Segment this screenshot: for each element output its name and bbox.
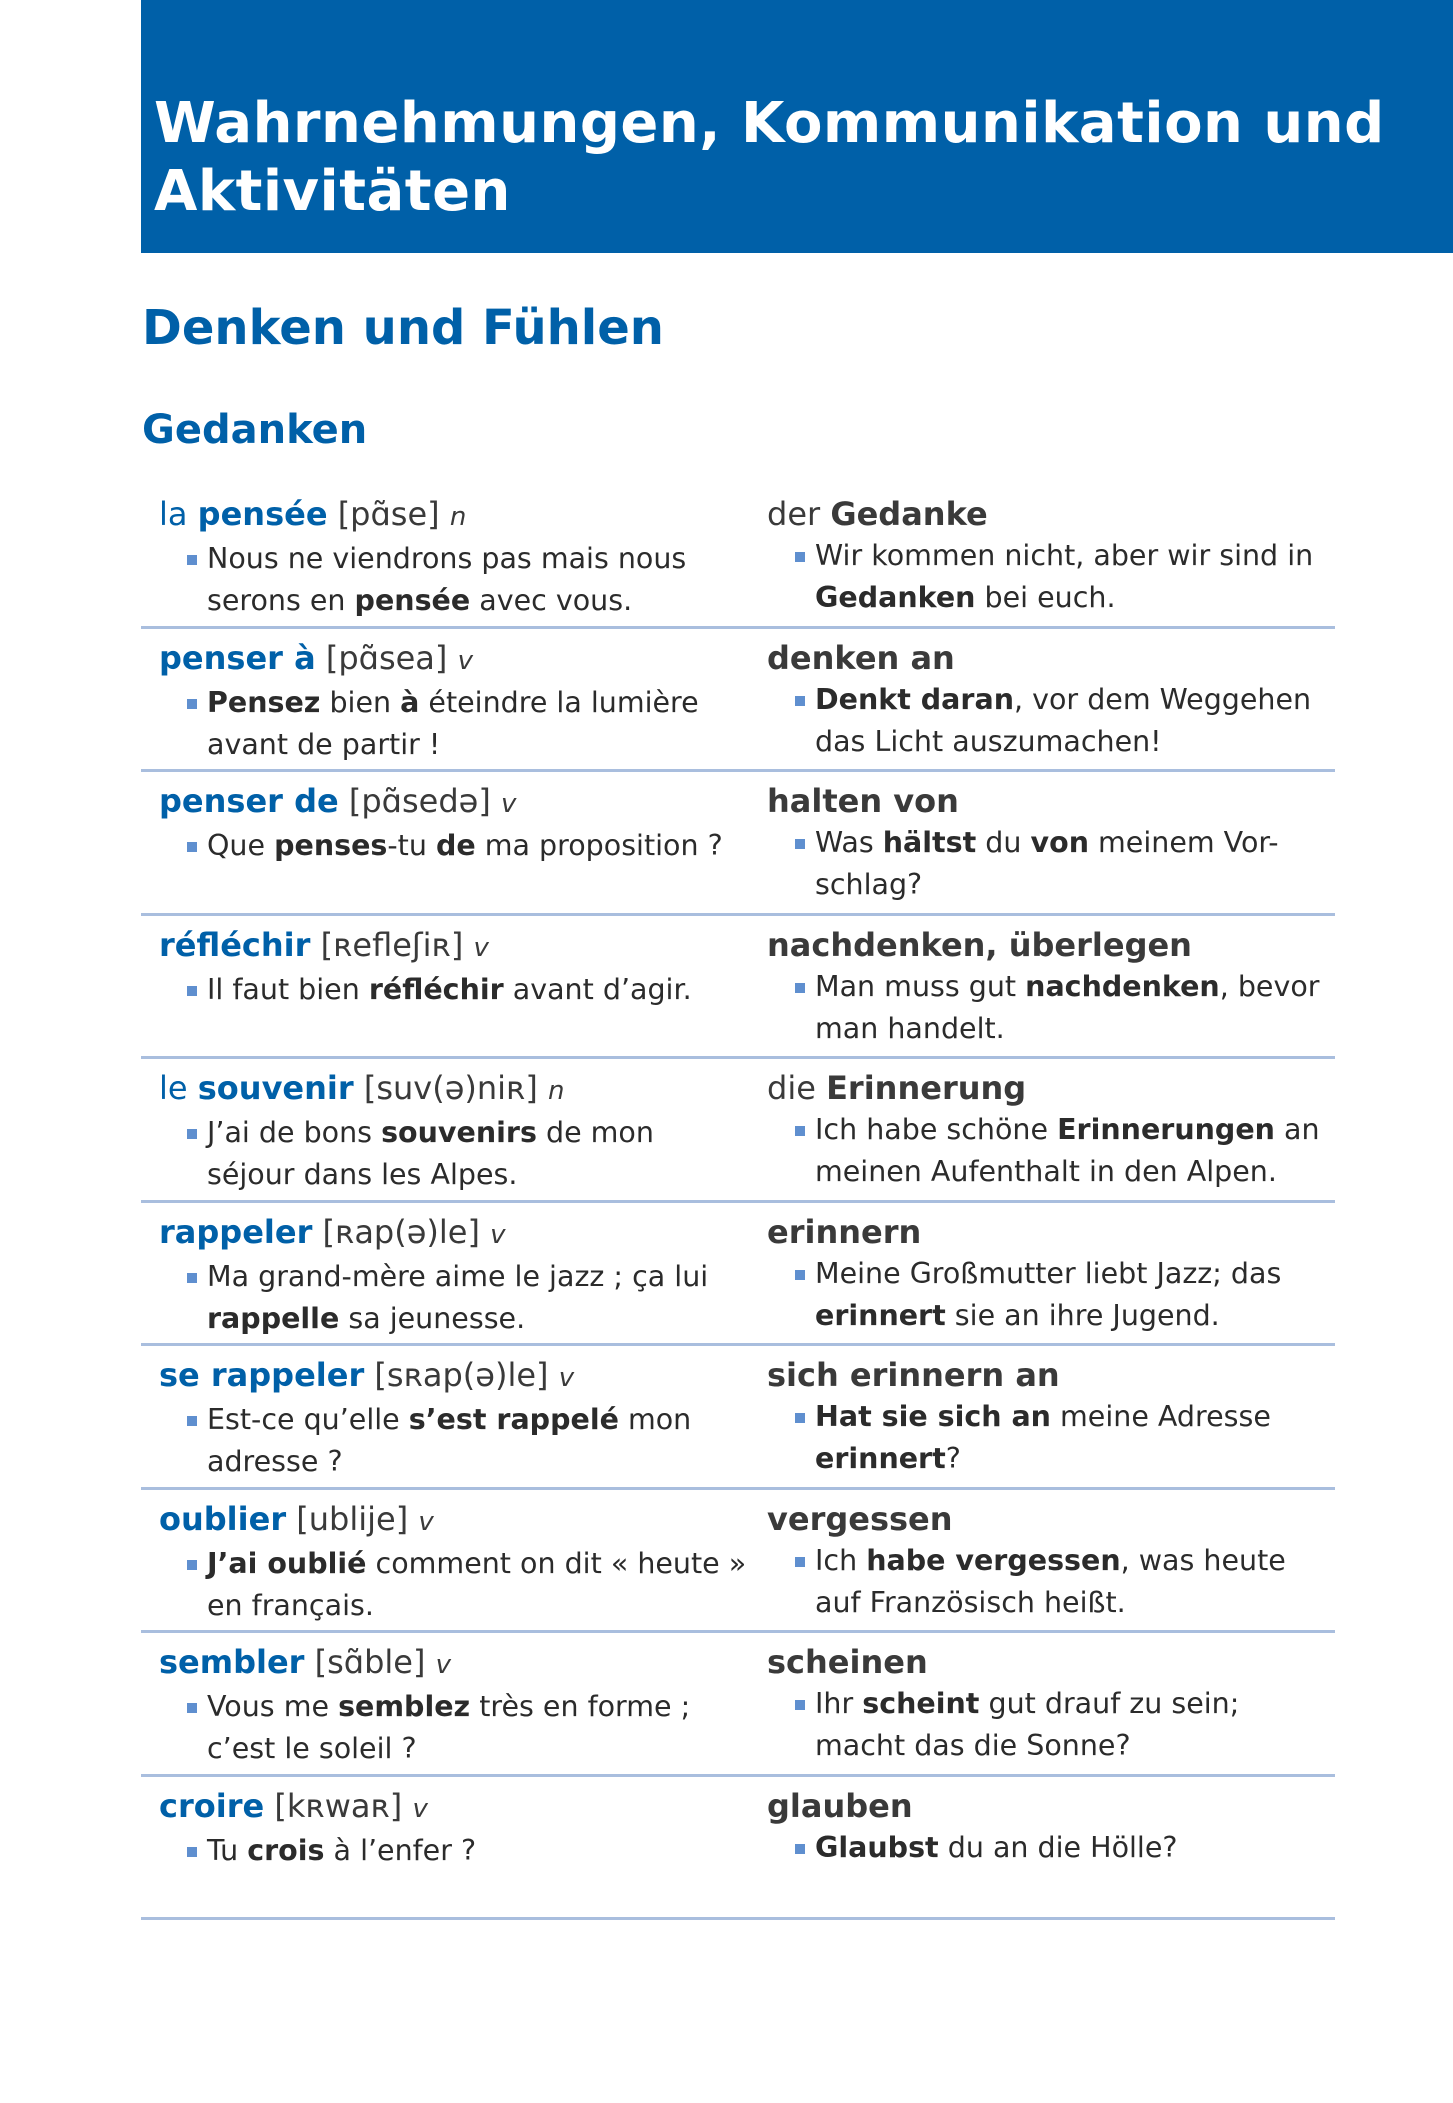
german-headword: vergessen (767, 1499, 953, 1538)
german-column (767, 1785, 1337, 1869)
french-column (159, 1641, 749, 1770)
french-example (159, 825, 749, 867)
phonetic-transcription: [sʀap(ə)le] (374, 1356, 549, 1394)
french-example (159, 1543, 749, 1627)
part-of-speech: v (490, 1219, 506, 1250)
vocab-entry-row (141, 1059, 1335, 1203)
german-headword: erinnern (767, 1212, 922, 1251)
highlighted-term: semblez (338, 1690, 471, 1723)
example-segment: -tu (387, 829, 436, 862)
bullet-square-icon (187, 842, 197, 852)
highlighted-term: erinnert (815, 1442, 946, 1475)
german-example (767, 1540, 1337, 1624)
vocab-entry-row (141, 485, 1335, 629)
bullet-square-icon (187, 1560, 197, 1570)
example-segment: , bevor man handelt. (815, 969, 1320, 1045)
french-example-text (207, 1260, 708, 1335)
french-example-text (207, 973, 692, 1006)
german-headword: Erinnerung (826, 1069, 1027, 1107)
bullet-square-icon (795, 983, 805, 993)
part-of-speech: v (500, 789, 517, 819)
german-example (767, 679, 1337, 763)
example-segment: Ich habe schöne (815, 1113, 1058, 1146)
example-segment: gut drauf zu sein; macht das die Sonne? (815, 1687, 1240, 1762)
highlighted-term: J’ai oublié (207, 1546, 367, 1580)
german-headword: scheinen (767, 1643, 928, 1681)
highlighted-term: Hat sie sich an (815, 1400, 1051, 1433)
example-segment: sa jeunesse. (339, 1301, 526, 1335)
german-headword-line (767, 1641, 1337, 1683)
highlighted-term: nachdenken (1025, 969, 1220, 1003)
german-headword: nachdenken, überlegen (767, 925, 1192, 964)
german-example (767, 822, 1337, 906)
example-segment: sie an ihre Jugend. (945, 1298, 1220, 1332)
french-column (159, 637, 749, 766)
german-example-text (815, 1831, 1178, 1864)
vocab-entry-row (141, 772, 1335, 916)
german-example-text (815, 1544, 1286, 1619)
example-segment: , was heute auf Französisch heißt. (815, 1543, 1286, 1619)
german-column (767, 1498, 1337, 1624)
highlighted-term: penses (274, 829, 388, 862)
french-example-text (207, 1834, 476, 1867)
german-column (767, 780, 1337, 906)
french-headword-line (159, 1785, 749, 1830)
highlighted-term: Glaubst (815, 1830, 939, 1864)
example-segment: bien (320, 685, 401, 719)
french-example (159, 1399, 749, 1483)
example-segment: du an die Hölle? (938, 1830, 1178, 1864)
bullet-square-icon (795, 1270, 805, 1280)
french-column (159, 1498, 749, 1627)
bullet-square-icon (187, 1273, 197, 1283)
highlighted-term: erinnert (815, 1298, 946, 1332)
example-segment: meinem Vor-schlag? (815, 826, 1279, 901)
vocab-entry-row (141, 1490, 1335, 1634)
bullet-square-icon (187, 699, 197, 709)
german-example (767, 1253, 1337, 1337)
bullet-square-icon (795, 1557, 805, 1567)
bullet-square-icon (795, 1844, 805, 1854)
german-column (767, 1354, 1337, 1480)
example-segment: éteindre la lumière avant de partir ! (207, 685, 699, 761)
bullet-square-icon (187, 1129, 197, 1139)
french-column (159, 924, 749, 1011)
bullet-square-icon (795, 1413, 805, 1423)
french-column (159, 1785, 749, 1872)
part-of-speech: n (548, 1076, 565, 1106)
french-example-text (207, 1547, 746, 1622)
example-segment: Wir kommen nicht, aber wir sind in (815, 539, 1314, 572)
french-example (159, 1112, 749, 1196)
example-segment: à l’enfer ? (324, 1833, 477, 1867)
vocab-entry-row (141, 1203, 1335, 1347)
german-example (767, 1683, 1337, 1767)
german-example-text (815, 1400, 1271, 1475)
vocab-entry-row (141, 1777, 1335, 1921)
part-of-speech: n (449, 502, 467, 532)
french-headword-line (159, 1067, 749, 1112)
german-example-text (815, 826, 1279, 901)
bullet-square-icon (795, 839, 805, 849)
french-headword-line (159, 637, 749, 682)
french-example-text (207, 1403, 691, 1478)
example-segment: Nous ne viendrons pas mais nous serons en (207, 542, 687, 617)
section-title: Denken und Fühlen (142, 300, 664, 356)
french-headword-line (159, 1211, 749, 1256)
french-headword-line (159, 1498, 749, 1543)
highlighted-term: rappelle (207, 1301, 340, 1335)
french-headword: rappeler (159, 1212, 313, 1251)
example-segment: J’ai de bons (207, 1116, 382, 1149)
example-segment: avant d’agir. (503, 972, 692, 1006)
example-segment: Que (207, 829, 275, 862)
subsection-title: Gedanken (142, 407, 368, 453)
french-headword: croire (159, 1786, 265, 1825)
example-segment: Ma grand-mère aime le jazz ; ça lui (207, 1259, 709, 1293)
example-segment: ma proposition ? (475, 829, 723, 862)
french-column (159, 493, 749, 622)
phonetic-transcription: [pɑ̃sedə] (348, 782, 491, 820)
phonetic-transcription: [ʀefleʃiʀ] (320, 925, 464, 964)
german-headword-line (767, 924, 1337, 966)
example-segment: meine Adresse (1050, 1400, 1271, 1433)
french-article: le (159, 1069, 188, 1107)
example-segment: Tu (207, 1833, 248, 1867)
part-of-speech: v (457, 645, 473, 676)
highlighted-term: souvenirs (381, 1116, 537, 1149)
example-segment: ? (945, 1442, 961, 1475)
example-segment: comment on dit « heute » en français. (207, 1546, 747, 1622)
german-headword-line (767, 637, 1337, 679)
example-segment: du (976, 826, 1031, 859)
vocab-entry-row (141, 916, 1335, 1060)
bullet-square-icon (187, 1847, 197, 1857)
french-headword: se rappeler (159, 1356, 365, 1394)
phonetic-transcription: [ʀap(ə)le] (322, 1212, 480, 1251)
french-column (159, 1354, 749, 1483)
part-of-speech: v (412, 1793, 428, 1824)
french-headword: penser de (159, 782, 339, 820)
part-of-speech: v (435, 1650, 452, 1680)
example-segment: Man muss gut (815, 969, 1026, 1003)
german-headword: glauben (767, 1786, 913, 1825)
french-example-text (207, 829, 723, 862)
example-segment: mon adresse ? (207, 1403, 692, 1478)
french-headword: oublier (159, 1499, 287, 1538)
part-of-speech: v (473, 932, 489, 963)
highlighted-term: hältst (882, 826, 977, 859)
example-segment: Was (815, 826, 883, 859)
example-segment: Vous me (207, 1690, 339, 1723)
french-column (159, 1067, 749, 1196)
example-segment: de mon séjour dans les Alpes. (207, 1116, 654, 1191)
vocabulary-table (141, 485, 1335, 1920)
phonetic-transcription: [suv(ə)niʀ] (363, 1069, 538, 1107)
bullet-square-icon (187, 986, 197, 996)
highlighted-term: Pensez (207, 685, 321, 719)
bullet-square-icon (187, 1416, 197, 1426)
french-headword-line (159, 924, 749, 969)
german-example (767, 1109, 1337, 1193)
german-headword: denken an (767, 638, 955, 677)
french-headword: sembler (159, 1643, 305, 1681)
french-example-text (207, 1116, 654, 1191)
french-headword-line (159, 493, 749, 538)
bullet-square-icon (795, 552, 805, 562)
french-headword: réfléchir (159, 925, 311, 964)
french-example (159, 682, 749, 766)
german-column (767, 1211, 1337, 1337)
german-headword-line (767, 780, 1337, 822)
highlighted-term: réfléchir (368, 972, 504, 1006)
vocab-entry-row (141, 1633, 1335, 1777)
french-example-text (207, 542, 686, 617)
french-example (159, 1686, 749, 1770)
french-headword: souvenir (197, 1069, 354, 1107)
highlighted-term: de (435, 829, 476, 862)
example-segment: Meine Großmutter liebt Jazz; das (815, 1256, 1282, 1290)
german-example (767, 1827, 1337, 1869)
vocab-entry-row (141, 1346, 1335, 1490)
vocab-entry-row (141, 629, 1335, 773)
highlighted-term: scheint (862, 1687, 980, 1720)
german-column (767, 1067, 1337, 1193)
french-example-text (207, 1690, 690, 1765)
german-headword: sich erinnern an (767, 1356, 1060, 1394)
german-headword-line (767, 1498, 1337, 1540)
german-example-text (815, 1687, 1239, 1762)
highlighted-term: habe vergessen (866, 1543, 1121, 1577)
german-example (767, 966, 1337, 1050)
highlighted-term: Erinnerungen (1057, 1113, 1275, 1146)
french-headword-line (159, 1641, 749, 1686)
part-of-speech: v (418, 1506, 434, 1537)
bullet-square-icon (187, 1703, 197, 1713)
highlighted-term: pensée (354, 584, 471, 617)
example-segment: Ich (815, 1543, 867, 1577)
french-article: la (159, 495, 188, 533)
phonetic-transcription: [ublije] (296, 1499, 409, 1538)
highlighted-term: von (1030, 826, 1089, 859)
french-headword: penser à (159, 638, 316, 677)
example-segment: Il faut bien (207, 972, 369, 1006)
example-segment: Ihr (815, 1687, 863, 1720)
example-segment: très en forme ; c’est le soleil ? (207, 1690, 691, 1765)
example-segment: bei euch. (975, 581, 1116, 614)
example-segment: Est-ce qu’elle (207, 1403, 409, 1436)
highlighted-term: Gedanken (815, 581, 976, 614)
example-segment: an meinen Aufenthalt in den Alpen. (815, 1113, 1320, 1188)
phonetic-transcription: [kʀwaʀ] (274, 1786, 403, 1825)
german-headword-line (767, 1067, 1337, 1109)
german-column (767, 493, 1337, 619)
french-headword: pensée (197, 495, 328, 533)
highlighted-term: à (400, 685, 420, 719)
french-example (159, 1256, 749, 1340)
german-headword-line (767, 1211, 1337, 1253)
part-of-speech: v (558, 1363, 575, 1393)
phonetic-transcription: [pɑ̃se] (337, 495, 440, 533)
french-headword-line (159, 780, 749, 825)
french-column (159, 780, 749, 867)
german-article: der (767, 495, 821, 533)
german-example (767, 535, 1337, 619)
highlighted-term: crois (247, 1833, 325, 1867)
german-example-text (815, 539, 1313, 614)
french-example (159, 1830, 749, 1872)
french-example-text (207, 686, 699, 761)
example-segment: , vor dem Weggehen das Licht auszumachen! (815, 682, 1312, 758)
german-column (767, 637, 1337, 763)
german-headword-line (767, 1354, 1337, 1396)
german-headword: Gedanke (830, 495, 988, 533)
german-example-text (815, 683, 1311, 758)
chapter-title: Wahrnehmungen, Kommunikation und Aktivitäten (154, 91, 1385, 224)
french-headword-line (159, 1354, 749, 1399)
bullet-square-icon (795, 1126, 805, 1136)
french-column (159, 1211, 749, 1340)
bullet-square-icon (187, 555, 197, 565)
phonetic-transcription: [sɑ̃ble] (314, 1643, 426, 1681)
german-article: die (767, 1069, 816, 1107)
german-example (767, 1396, 1337, 1480)
phonetic-transcription: [pɑ̃sea] (325, 638, 448, 677)
bullet-square-icon (795, 696, 805, 706)
highlighted-term: Denkt daran (815, 682, 1014, 716)
french-example (159, 969, 749, 1011)
german-headword: halten von (767, 782, 959, 820)
german-headword-line (767, 1785, 1337, 1827)
german-column (767, 1641, 1337, 1767)
german-example-text (815, 1113, 1320, 1188)
french-example (159, 538, 749, 622)
german-headword-line (767, 493, 1337, 535)
german-example-text (815, 1257, 1281, 1332)
example-segment: avec vous. (470, 584, 633, 617)
highlighted-term: s’est rappelé (408, 1403, 619, 1436)
german-example-text (815, 970, 1319, 1045)
german-column (767, 924, 1337, 1050)
bullet-square-icon (795, 1700, 805, 1710)
